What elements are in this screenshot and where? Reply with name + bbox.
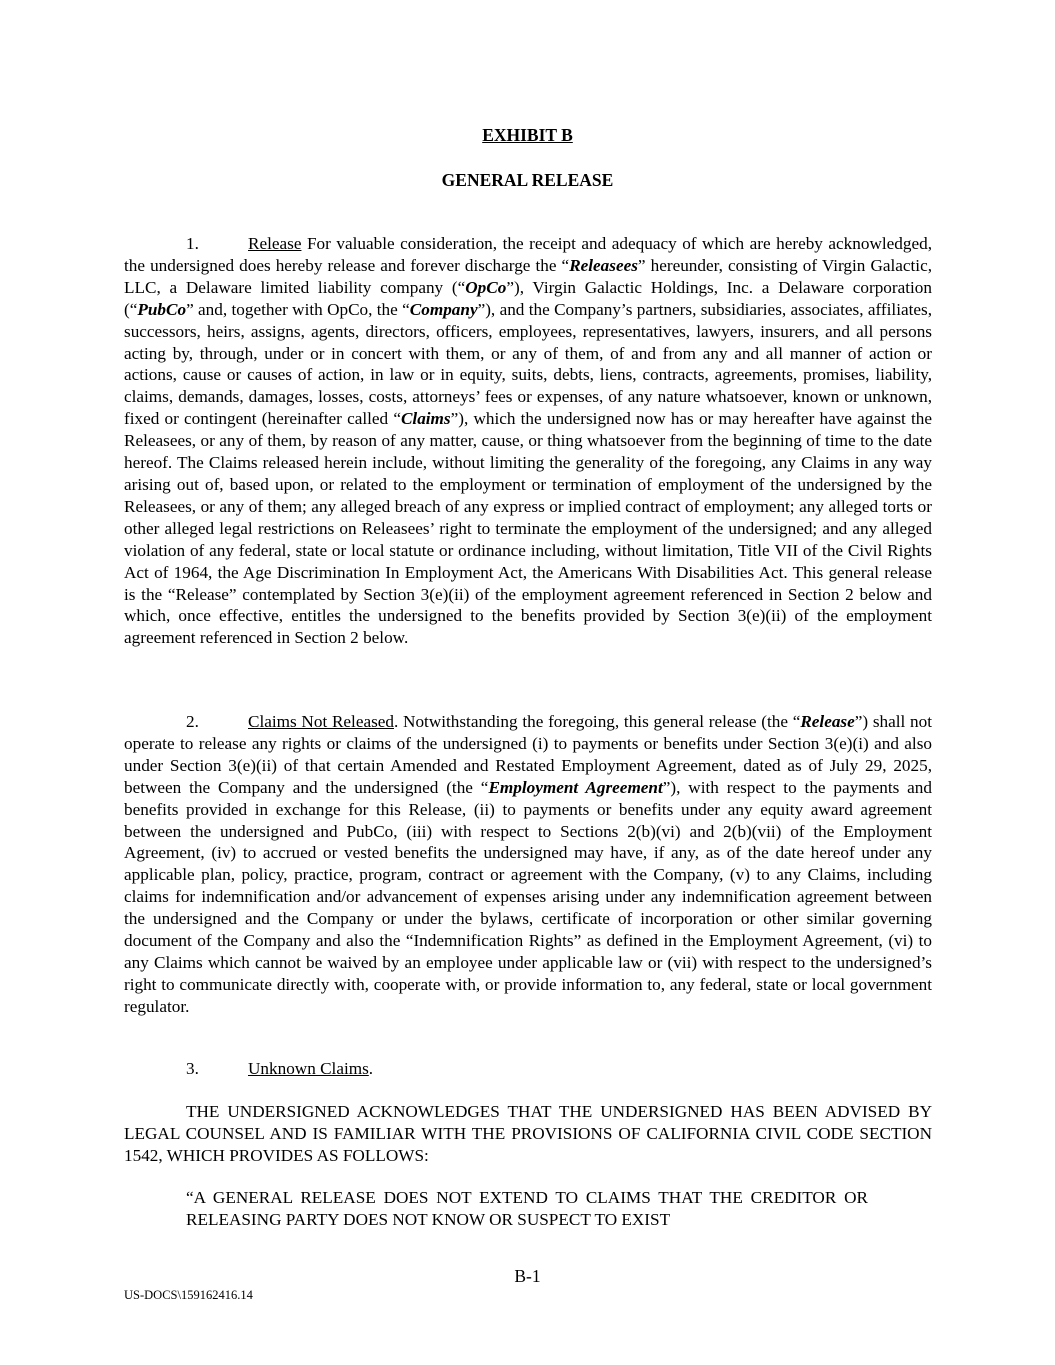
section-3-heading: Unknown Claims xyxy=(248,1059,369,1078)
section-2-text: . Notwithstanding the foregoing, this general release (the “ xyxy=(394,712,801,731)
defined-term-releasees: Releasees xyxy=(569,255,638,275)
section-1-number: 1. xyxy=(186,234,199,253)
release-title: GENERAL RELEASE xyxy=(441,170,614,190)
defined-term-claims: Claims xyxy=(400,409,451,429)
defined-term-company: Company xyxy=(409,299,478,319)
acknowledgement-text: THE UNDERSIGNED ACKNOWLEDGES THAT THE UNDERSIGNED HAS BEEN ADVISED BY LEGAL COUNSEL AND IS FAMILIAR WITH THE PROVISIONS OF CALIFORNIA CIVIL CODE SECTION 1542, WHICH PROVIDES AS FOLLOWS: xyxy=(124,1102,932,1165)
document-id: US-DOCS\159162416.14 xyxy=(124,1288,253,1302)
defined-term-pubco: PubCo xyxy=(137,299,187,319)
defined-term-release: Release xyxy=(800,712,855,731)
defined-term-employment-agreement: Employment Agreement xyxy=(488,777,663,797)
exhibit-title: EXHIBIT B xyxy=(482,125,573,145)
section-3-number: 3. xyxy=(186,1059,199,1078)
acknowledgement-paragraph xyxy=(124,1101,932,1167)
section-1-release-paragraph xyxy=(124,233,932,649)
section-2-text: ”) shall not operate to release any rights or claims of the undersigned (i) to payments or benefits under Section 3(e)(i) and also under Section 3(e)(ii) of that certain Amended and Restated Employment Agreement, dated as of July 29, 2025, between the Company and the undersigned (the “ xyxy=(124,712,932,797)
quote-text: “A GENERAL RELEASE DOES NOT EXTEND TO CLAIMS THAT THE CREDITOR OR RELEASING PARTY DOES NOT KNOW OR SUSPECT TO EXIST xyxy=(186,1188,868,1229)
civil-code-quote xyxy=(186,1187,868,1231)
section-2-number: 2. xyxy=(186,712,199,731)
section-1-text: For valuable consideration, the receipt and adequacy of which are hereby acknowledged, the undersigned does hereby release and forever discharge the “ xyxy=(124,234,932,275)
section-3-heading-tail: . xyxy=(368,1059,374,1078)
section-1-heading: Release xyxy=(248,234,302,253)
section-1-text: ” and, together with OpCo, the “ xyxy=(186,299,410,319)
section-1-text: ” hereunder, consisting of Virgin Galactic, LLC, a Delaware limited liability company (“ xyxy=(124,255,932,297)
section-1-text: ”), and the Company’s partners, subsidiaries, associates, affiliates, successors, heirs, assigns, agents, directors, officers, employees, representatives, lawyers, insurers, and all persons acting by, through, under or in concert with them, or any of them, of and from any and all manner of action or actions, cause or causes of action, in law or in equity, suits, debts, liens, contracts, agreements, promises, liability, claims, demands, damages, losses, costs, attorneys’ fees or expenses, of any nature whatsoever, known or unknown, fixed or contingent (hereinafter called “ xyxy=(124,299,932,429)
section-1-text: ”), which the undersigned now has or may hereafter have against the Releasees, or any of them, by reason of any matter, cause, or thing whatsoever from the beginning of time to the date hereof. The Claims released herein include, without limiting the generality of the foregoing, any Claims in any way arising out of, based upon, or related to the employment or termination of employment of the undersigned by the Releasees, or any of them; any alleged breach of any express or implied contract of employment; any alleged torts or other alleged legal restrictions on Releasees’ right to terminate the employment of the undersigned; and any alleged violation of any federal, state or local statute or ordinance including, without limitation, Title VII of the Civil Rights Act of 1964, the Age Discrimination In Employment Act, the Americans With Disabilities Act. This general release is the “Release” contemplated by Section 3(e)(ii) of the employment agreement referenced in Section 2 below and which, once effective, entitles the undersigned to the benefits provided by Section 3(e)(ii) of the employment agreement referenced in Section 2 below. xyxy=(124,409,932,648)
page-number: B-1 xyxy=(514,1266,541,1286)
section-3-heading-paragraph xyxy=(124,1058,932,1080)
section-1-text: ”), Virgin Galactic Holdings, Inc. a Delaware corporation (“ xyxy=(124,277,932,319)
section-2-heading: Claims Not Released xyxy=(248,712,394,731)
section-2-claims-not-released-paragraph xyxy=(124,711,932,1018)
section-2-text: ”), with respect to the payments and benefits provided in exchange for this Release, (ii) to payments or benefits under any equity award agreement between the undersigned and PubCo, (iii) with respect to Sections 2(b)(vi) and 2(b)(vii) of the Employment Agreement, (iv) to accrued or vested benefits the undersigned may have, if any, as of the date hereof under any applicable plan, policy, practice, program, contract or agreement with the Company, (v) to any Claims, including claims for indemnification and/or advancement of expenses arising under any indemnification agreement between the undersigned and the Company or under the bylaws, certificate of incorporation or other similar governing document of the Company and also the “Indemnification Rights” as defined in the Employment Agreement, (vi) to any Claims which cannot be waived by an employee under applicable law or (vii) with respect to the undersigned’s right to communicate directly with, cooperate with, or provide information to, any federal, state or local government regulator. xyxy=(124,777,932,1016)
defined-term-opco: OpCo xyxy=(465,277,507,297)
